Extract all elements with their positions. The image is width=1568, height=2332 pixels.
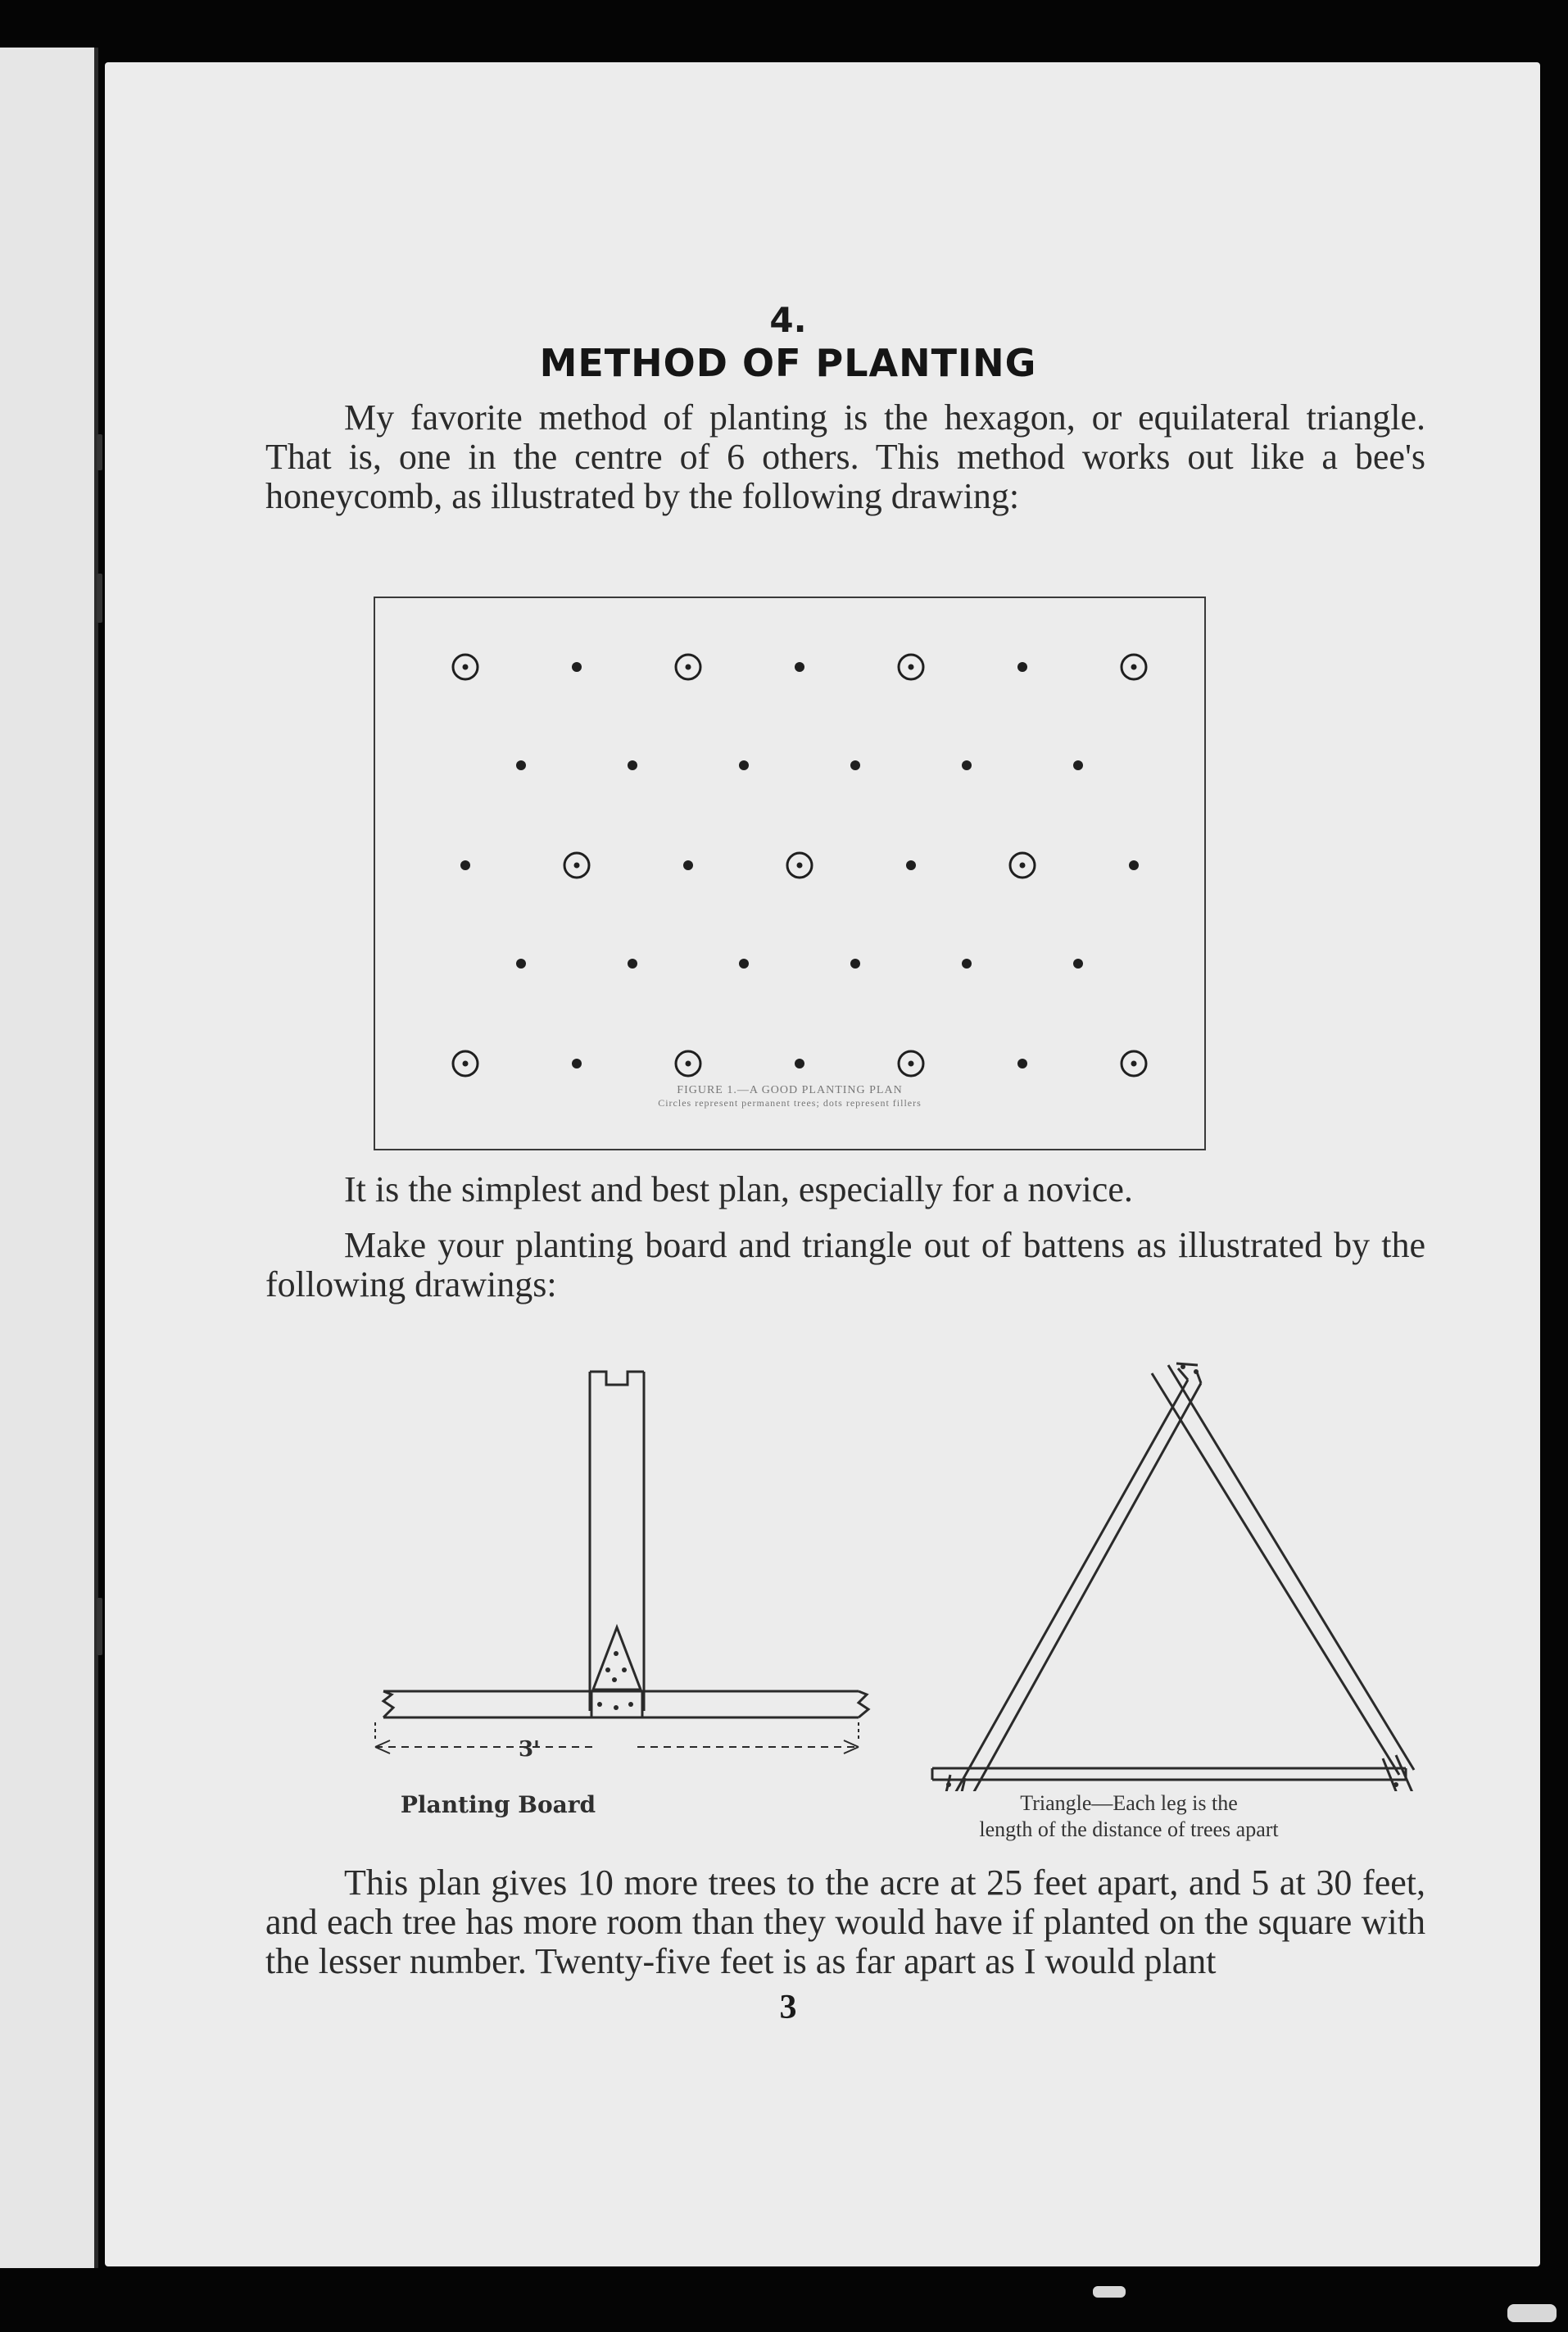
filler-tree-dot [628, 760, 637, 770]
permanent-tree-center [909, 1061, 914, 1067]
permanent-tree-center [1131, 665, 1137, 670]
facing-page-edge [0, 48, 98, 2268]
filler-tree-dot [850, 760, 860, 770]
triangle-drawing [809, 1316, 1432, 1791]
binding-mark [97, 1598, 102, 1655]
planting-plan-grid [375, 598, 1204, 1149]
scan-debris [1507, 2304, 1557, 2322]
filler-tree-dot [516, 959, 526, 969]
permanent-tree-center [1131, 1061, 1137, 1067]
section-number: 4. [769, 300, 807, 340]
page-number: 3 [779, 1989, 797, 2026]
filler-tree-dot [795, 1059, 804, 1068]
filler-tree-dot [1017, 1059, 1027, 1068]
figure-caption-title: FIGURE 1.—A GOOD PLANTING PLAN [677, 1084, 903, 1096]
after-figure-paragraph: It is the simplest and best plan, especially for a novice. [344, 1169, 1133, 1209]
filler-tree-dot [628, 959, 637, 969]
permanent-tree-center [574, 863, 580, 869]
triangle-caption-line1: Triangle—Each leg is the [1020, 1791, 1238, 1815]
book-page [105, 62, 1540, 2266]
permanent-tree-center [686, 1061, 691, 1067]
permanent-tree-center [1020, 863, 1026, 869]
filler-tree-dot [1073, 959, 1083, 969]
intro-paragraph: My favorite method of planting is the hexagon, or equilateral triangle. That is, one in the centre of 6 others. This method works out like a bee's honeycomb, as illustrated by the following drawing: [265, 397, 1425, 516]
filler-tree-dot [1073, 760, 1083, 770]
filler-tree-dot [850, 959, 860, 969]
planting-board-caption: Planting Board [400, 1791, 596, 1818]
triangle-caption-line2: length of the distance of trees apart [979, 1817, 1279, 1841]
filler-tree-dot [460, 860, 470, 870]
planting-plan-figure [374, 597, 1206, 1150]
planting-board-measure: 3' [518, 1737, 541, 1762]
filler-tree-dot [683, 860, 693, 870]
scan-debris [1093, 2286, 1126, 2298]
filler-tree-dot [795, 662, 804, 672]
page-heading: METHOD OF PLANTING [539, 341, 1037, 385]
binding-mark [97, 574, 102, 623]
filler-tree-dot [572, 662, 582, 672]
closing-paragraph: This plan gives 10 more trees to the acre at 25 feet apart, and 5 at 30 feet, and each tree has more room than they would have if planted on the square with the lesser number. Twenty-five feet is as far apart as I would plant [265, 1862, 1425, 1981]
filler-tree-dot [739, 760, 749, 770]
binding-mark [97, 434, 102, 470]
filler-tree-dot [516, 760, 526, 770]
filler-tree-dot [962, 959, 972, 969]
permanent-tree-center [463, 1061, 469, 1067]
battens-paragraph: Make your planting board and triangle out of battens as illustrated by the following drawings: [265, 1225, 1425, 1304]
filler-tree-dot [1129, 860, 1139, 870]
filler-tree-dot [962, 760, 972, 770]
permanent-tree-center [797, 863, 803, 869]
permanent-tree-center [686, 665, 691, 670]
filler-tree-dot [906, 860, 916, 870]
planting-board-drawing [269, 1341, 891, 1783]
filler-tree-dot [739, 959, 749, 969]
figure-caption-subtitle: Circles represent permanent trees; dots represent fillers [658, 1097, 922, 1109]
filler-tree-dot [1017, 662, 1027, 672]
permanent-tree-center [463, 665, 469, 670]
filler-tree-dot [572, 1059, 582, 1068]
permanent-tree-center [909, 665, 914, 670]
